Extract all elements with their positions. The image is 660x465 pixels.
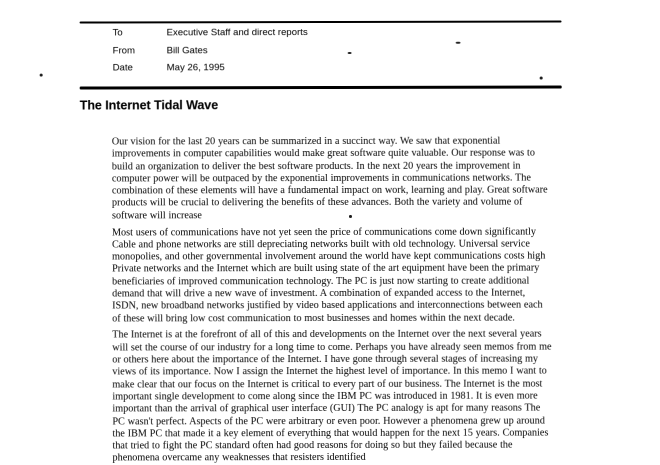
text-line: Our vision for the last 20 years can be summarized in a succinct way. We saw that exponential [111, 135, 501, 148]
text-line: will set the course of our industry for a long time to come. Perhaps you have already seen memos from me [112, 341, 552, 354]
scan-speck [540, 77, 543, 80]
text-line: important single development to come along since the IBM PC was introduced in 1981. It is even more [112, 390, 538, 403]
text-line: of these will bring low cost communication to most businesses and homes within the next decade. [112, 312, 515, 325]
header-top-rule [80, 20, 562, 24]
text-line: PC wasn't perfect. Aspects of the PC were arbitrary or even poor. However a phenomena grew up around [112, 415, 545, 427]
text-line: or others here about the importance of the Internet. I have gone through several stages of increasing my [112, 353, 539, 366]
text-line: improvements in computer capabilities would make great software quite valuable. Our response was to [111, 147, 535, 160]
text-line: The Internet is at the forefront of all of this and developments on the Internet over the next several years [112, 329, 542, 341]
scan-speck [456, 42, 461, 44]
scan-speck [349, 215, 352, 218]
date-label: Date [112, 62, 133, 74]
text-line: Cable and phone networks are still depreciating networks built with old technology. Universal service [112, 238, 530, 251]
to-label: To [112, 27, 123, 39]
text-line: make clear that our focus on the Internet is critical to every part of our business. The Internet is the most [112, 378, 543, 391]
paragraph-vision [112, 135, 590, 222]
header-bottom-rule [80, 86, 562, 90]
text-line: important than the arrival of graphical user interface (GUI) The PC analogy is apt for many reasons The [112, 402, 541, 415]
text-line: the IBM PC that made it a key element of everything that would happen for the next 15 years. Companies [112, 427, 549, 440]
scan-speck [40, 74, 43, 77]
text-line: beneficiaries of improved communication technology. The PC is just now starting to create additional [112, 275, 530, 288]
text-line: Most users of communications have not yet seen the price of communications come down significantly [111, 226, 536, 239]
text-line: computer power will be outpaced by the exponential improvements in communications networks. The [111, 172, 531, 185]
text-line: products will be crucial to delivering the benefits of these advances. Both the variety and volume of [111, 197, 523, 209]
date-value: May 26, 1995 [166, 62, 225, 74]
text-line: phenomena overcame any weaknesses that resisters identified [112, 452, 366, 464]
memo-title: The Internet Tidal Wave [79, 98, 219, 113]
text-line: build an organization to deliver the best software products. In the next 20 years the improvement in [111, 160, 521, 173]
text-line: Private networks and the Internet which are built using state of the art equipment have been the primary [112, 263, 540, 275]
text-line: demand that will drive a new wave of investment. A combination of expanded access to the Internet, [112, 287, 526, 300]
text-line: ISDN, new broadband networks justified by video based applications and interconnections between each [112, 299, 543, 312]
memo-header-row-to [113, 27, 308, 38]
paragraph-communications [112, 226, 590, 325]
memo-body [112, 135, 591, 464]
scan-speck [348, 52, 352, 54]
text-line: views of its importance. Now I assign the Internet the highest level of importance. In this memo I want to [112, 365, 547, 378]
paragraph-internet-forefront [112, 329, 590, 465]
memo-header-row-date [113, 62, 225, 73]
text-line: combination of these elements will have a fundamental impact on work, learning and play. Great software [111, 184, 548, 197]
from-value: Bill Gates [166, 45, 208, 57]
memo-header-row-from [113, 45, 208, 56]
text-line: software will increase [111, 210, 202, 222]
to-value: Executive Staff and direct reports [166, 27, 308, 39]
text-line: that tried to fight the PC standard often had good reasons for doing so but they failed because the [112, 439, 513, 452]
text-line: monopolies, and other governmental involvement around the world have kept communications costs high [112, 250, 546, 263]
from-label: From [112, 45, 136, 57]
